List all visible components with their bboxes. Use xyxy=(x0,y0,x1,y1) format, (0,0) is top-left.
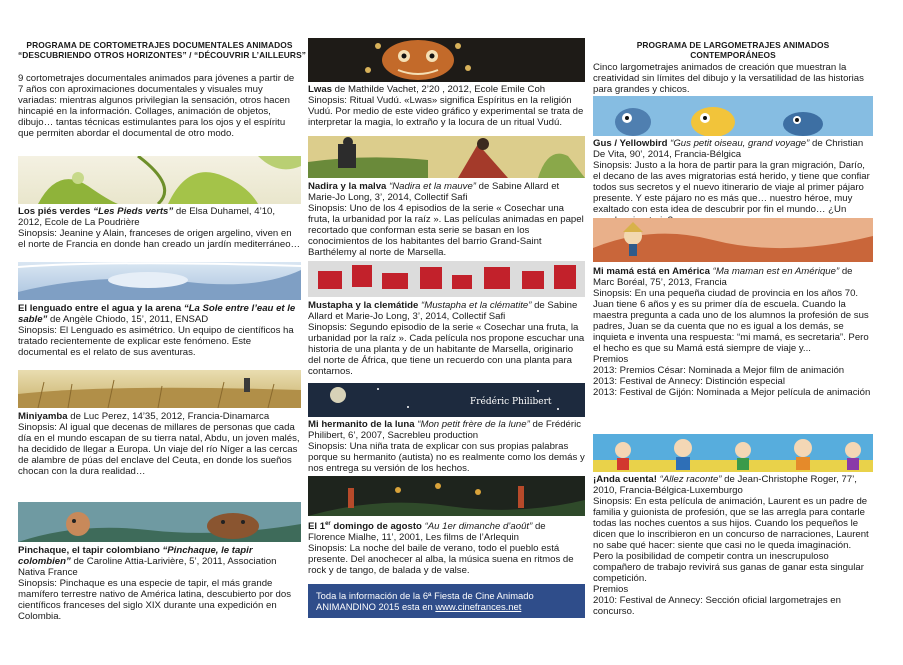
film-gus-yellowbird xyxy=(593,138,873,226)
film-los-pies-verdes xyxy=(18,206,301,250)
film-primer-domingo xyxy=(308,519,585,576)
still-nadira xyxy=(308,136,585,178)
still-miniyamba xyxy=(18,370,301,408)
film-title-line: Pinchaque, el tapir colombiano “Pinchaque, le tapir colombien” de Caroline Attia-Larivière, 5’, 2011, Association Nativa France xyxy=(18,545,277,578)
awards-list: Premios 2013: Premios César: Nominada a Mejor film de animación 2013: Festival de Annecy: Distinción especial 2013: Festival de Gijón: Nominada a Mejor película de animación xyxy=(593,354,871,398)
film-anda-cuenta xyxy=(593,474,873,617)
still-mi-hermanito xyxy=(308,383,585,417)
film-synopsis: Sinopsis: Al igual que decenas de millares de personas que cada día en el mundo escapan de su tierra natal, Abdu, un joven malés, ha decidido de llegar a Europa. Un viaje del río Níger a las cercas de alambre de púas del enclave del Ceuta, en donde los sueños chocan con la dura realidad… xyxy=(18,422,300,477)
still-anda-cuenta xyxy=(593,434,873,472)
still-lwas xyxy=(308,38,585,82)
film-synopsis: Sinopsis: Justo a la hora de partir para la gran migración, Darío, el decano de las aves migratorias está herido, y tiene que confiar todos sus secretos y el nuevo itinerario de viaje al primer pájaro presente. Y este pájaro no es más que… nuestro héroe, muy exaltado con esta idea de descubrir por fin el mundo… ¿Un xyxy=(593,160,870,215)
film-title-line: Miniyamba de Luc Perez, 14’35, 2012, Francia-Dinamarca xyxy=(18,411,270,422)
film-pinchaque xyxy=(18,545,301,622)
film-mi-mama xyxy=(593,266,873,398)
film-title-line: Mi hermanito de la luna “Mon petit frère de la lune” de Frédéric Philibert, 6’, 2007, Sacrebleu production xyxy=(308,419,581,441)
film-title-line: Gus / Yellowbird “Gus petit oiseau, grand voyage” de Christian De Vita, 90’, 2014, Francia-Bélgica xyxy=(593,138,864,160)
film-title-line: ¡Anda cuenta! “Allez raconte” de Jean-Christophe Roger, 77’, 2010, Francia-Bélgica-Luxemburgo xyxy=(593,474,857,496)
still-gus-yellowbird xyxy=(593,96,873,136)
film-synopsis: Sinopsis: Una niña trata de explicar con sus propias palabras porque su hermanito (autista) no es realmente como los demás y nos entrega su versión de los hechos. xyxy=(308,441,585,474)
film-synopsis: Sinopsis: Uno de los 4 episodios de la serie « Cosechar una fruta, la urbanidad por la raíz ». Las películas animadas en papel recortado que conforman esta serie se basan en los conocimientos de los habitantes del barrio Grand-Saint Barthélemy al norte de Marsella. xyxy=(308,203,584,258)
film-mustapha xyxy=(308,300,585,377)
film-title-line: El lenguado entre el agua y la arena “La Sole entre l’eau et le sable” de Angèle Chiodo, 15’, 2011, ENSAD xyxy=(18,303,296,325)
film-title-line: El 1er domingo de agosto “Au 1er dimanche d’août” de Florence Mialhe, 11’, 2001, Les films de l’Arlequin xyxy=(308,521,546,544)
film-title-line: Nadira y la malva “Nadira et la mauve” de Sabine Allard et Marie-Jo Long, 3’, 2014, Collectif Safi xyxy=(308,181,560,203)
still-pinchaque xyxy=(18,502,301,542)
film-synopsis: Sinopsis: En esta película de animación, Laurent es un padre de familia y guionista de profesión, que se las arregla para contarle todas las noches cuentos a sus hijos. Cuando los pequeños le dicen que lo inscribieron en un concurso de narraciones, Laurent no sabe qué hacer: siente que casi no le queda imaginación. Pero la posibilidad de competir contra un inescrupuloso compañero de trabajo revivirá sus ganas de ganar esta singular competición. xyxy=(593,496,869,584)
still-mi-mama xyxy=(593,218,873,262)
shorts-intro: 9 cortometrajes documentales animados para jóvenes a partir de 7 años con aproximaciones documentales y visuales muy variadas: mientras algunos privilegian la sensación, otros hacen hincapié en la información. Collages, animación de objetos, dibujo… tantas técnicas estimulantes para los ojos y el espíritu que permiten abordar el documental de otro modo. xyxy=(18,73,295,139)
still-los-pies-verdes xyxy=(18,156,301,204)
program-title-shorts: PROGRAMA DE CORTOMETRAJES DOCUMENTALES ANIMADOS “DESCUBRIENDO OTROS HORIZONTES” / “DÉCOUVRIR L’AILLEURS” xyxy=(18,40,307,60)
film-synopsis: Sinopsis: Ritual Vudú. «Lwas» significa Espíritus en la religión Vudú. Por medio de este video gráfico y experimental se trata de interpretar la magia, lo extraño y la locura de un ritual Vudú. xyxy=(308,95,584,128)
film-title-line: Los piés verdes “Les Pieds verts” de Elsa Duhamel, 4’10, 2012, Ecole de La Poudrière xyxy=(18,206,276,228)
film-synopsis: Sinopsis: Segundo episodio de la serie « Cosechar una fruta, la urbanidad por la raíz ». Cada película nos propone escuchar una historia de una planta y de un habitante de Marsella, originario del norte de África, que tiene un recuerdo con una planta para contarnos. xyxy=(308,322,585,377)
film-mi-hermanito xyxy=(308,419,585,474)
film-synopsis: Sinopsis: Pinchaque es una especie de tapir, el más grande mamífero terrestre nativo de América latina, descubierto por dos científicos franceses del siglo XIX durante una expedición en Colombia. xyxy=(18,578,292,622)
film-miniyamba xyxy=(18,411,301,477)
features-intro: Cinco largometrajes animados de creación que muestran la creatividad sin límites del dibujo y la versatilidad de las historias para grandes y chicos. xyxy=(593,62,864,95)
film-synopsis: Sinopsis: La noche del baile de verano, todo el pueblo está presente. Del anochecer al alba, la música suena en ritmos de rock y de tango, de balada y de valse. xyxy=(308,543,574,577)
film-title-line: Mi mamá está en América “Ma maman est en Amérique” de Marc Boréal, 75’, 2013, Francia xyxy=(593,266,853,288)
film-el-lenguado xyxy=(18,303,301,358)
festival-banner: Toda la información de la 6ª Fiesta de Cine Animado ANIMANDINO 2015 esta en www.cinefrances.net xyxy=(308,584,585,618)
film-nadira xyxy=(308,181,585,258)
film-synopsis: Sinopsis: En una pequeña ciudad de provincia en los años 70. Juan tiene 6 años y es su primer día de escuela. Cuando la maestra pregunta a cada uno de los alumnos la profesión de sus padres, Juan se da cuenta que no es igual a los demás, se inquieta e inventa una respuesta: “mi mamá, es secretaria”. Pero el hecho es que su Mamá está siempre de viaje y... xyxy=(593,288,869,354)
awards-list: Premios 2010: Festival de Annecy: Sección oficial largometrajes en concurso. xyxy=(593,584,841,617)
still-primer-domingo xyxy=(308,476,585,516)
website-link[interactable]: www.cinefrances.net xyxy=(435,601,522,612)
still-el-lenguado xyxy=(18,262,301,300)
image-caption: Frédéric Philibert xyxy=(470,397,552,407)
film-title-line: Lwas de Mathilde Vachet, 2’20 , 2012, Ecole Emile Coh xyxy=(308,84,546,95)
film-lwas xyxy=(308,84,585,128)
film-title-line: Mustapha y la clemátide “Mustapha et la clématite” de Sabine Allard et Marie-Jo Long, 3’, 2014, Collectif Safi xyxy=(308,300,578,322)
program-title-features: PROGRAMA DE LARGOMETRAJES ANIMADOS CONTEMPORÁNEOS xyxy=(636,40,830,60)
film-synopsis: Sinopsis: El Lenguado es asimétrico. Un equipo de científicos ha tratado recientemente de explicar este fenómeno. Este documental es el relato de sus aventuras. xyxy=(18,325,294,358)
film-synopsis: Sinopsis: Jeanine y Alain, franceses de origen argelino, viven en el norte de Francia en donde han creado un jardín mediterráneo… xyxy=(18,228,301,250)
still-mustapha xyxy=(308,261,585,297)
